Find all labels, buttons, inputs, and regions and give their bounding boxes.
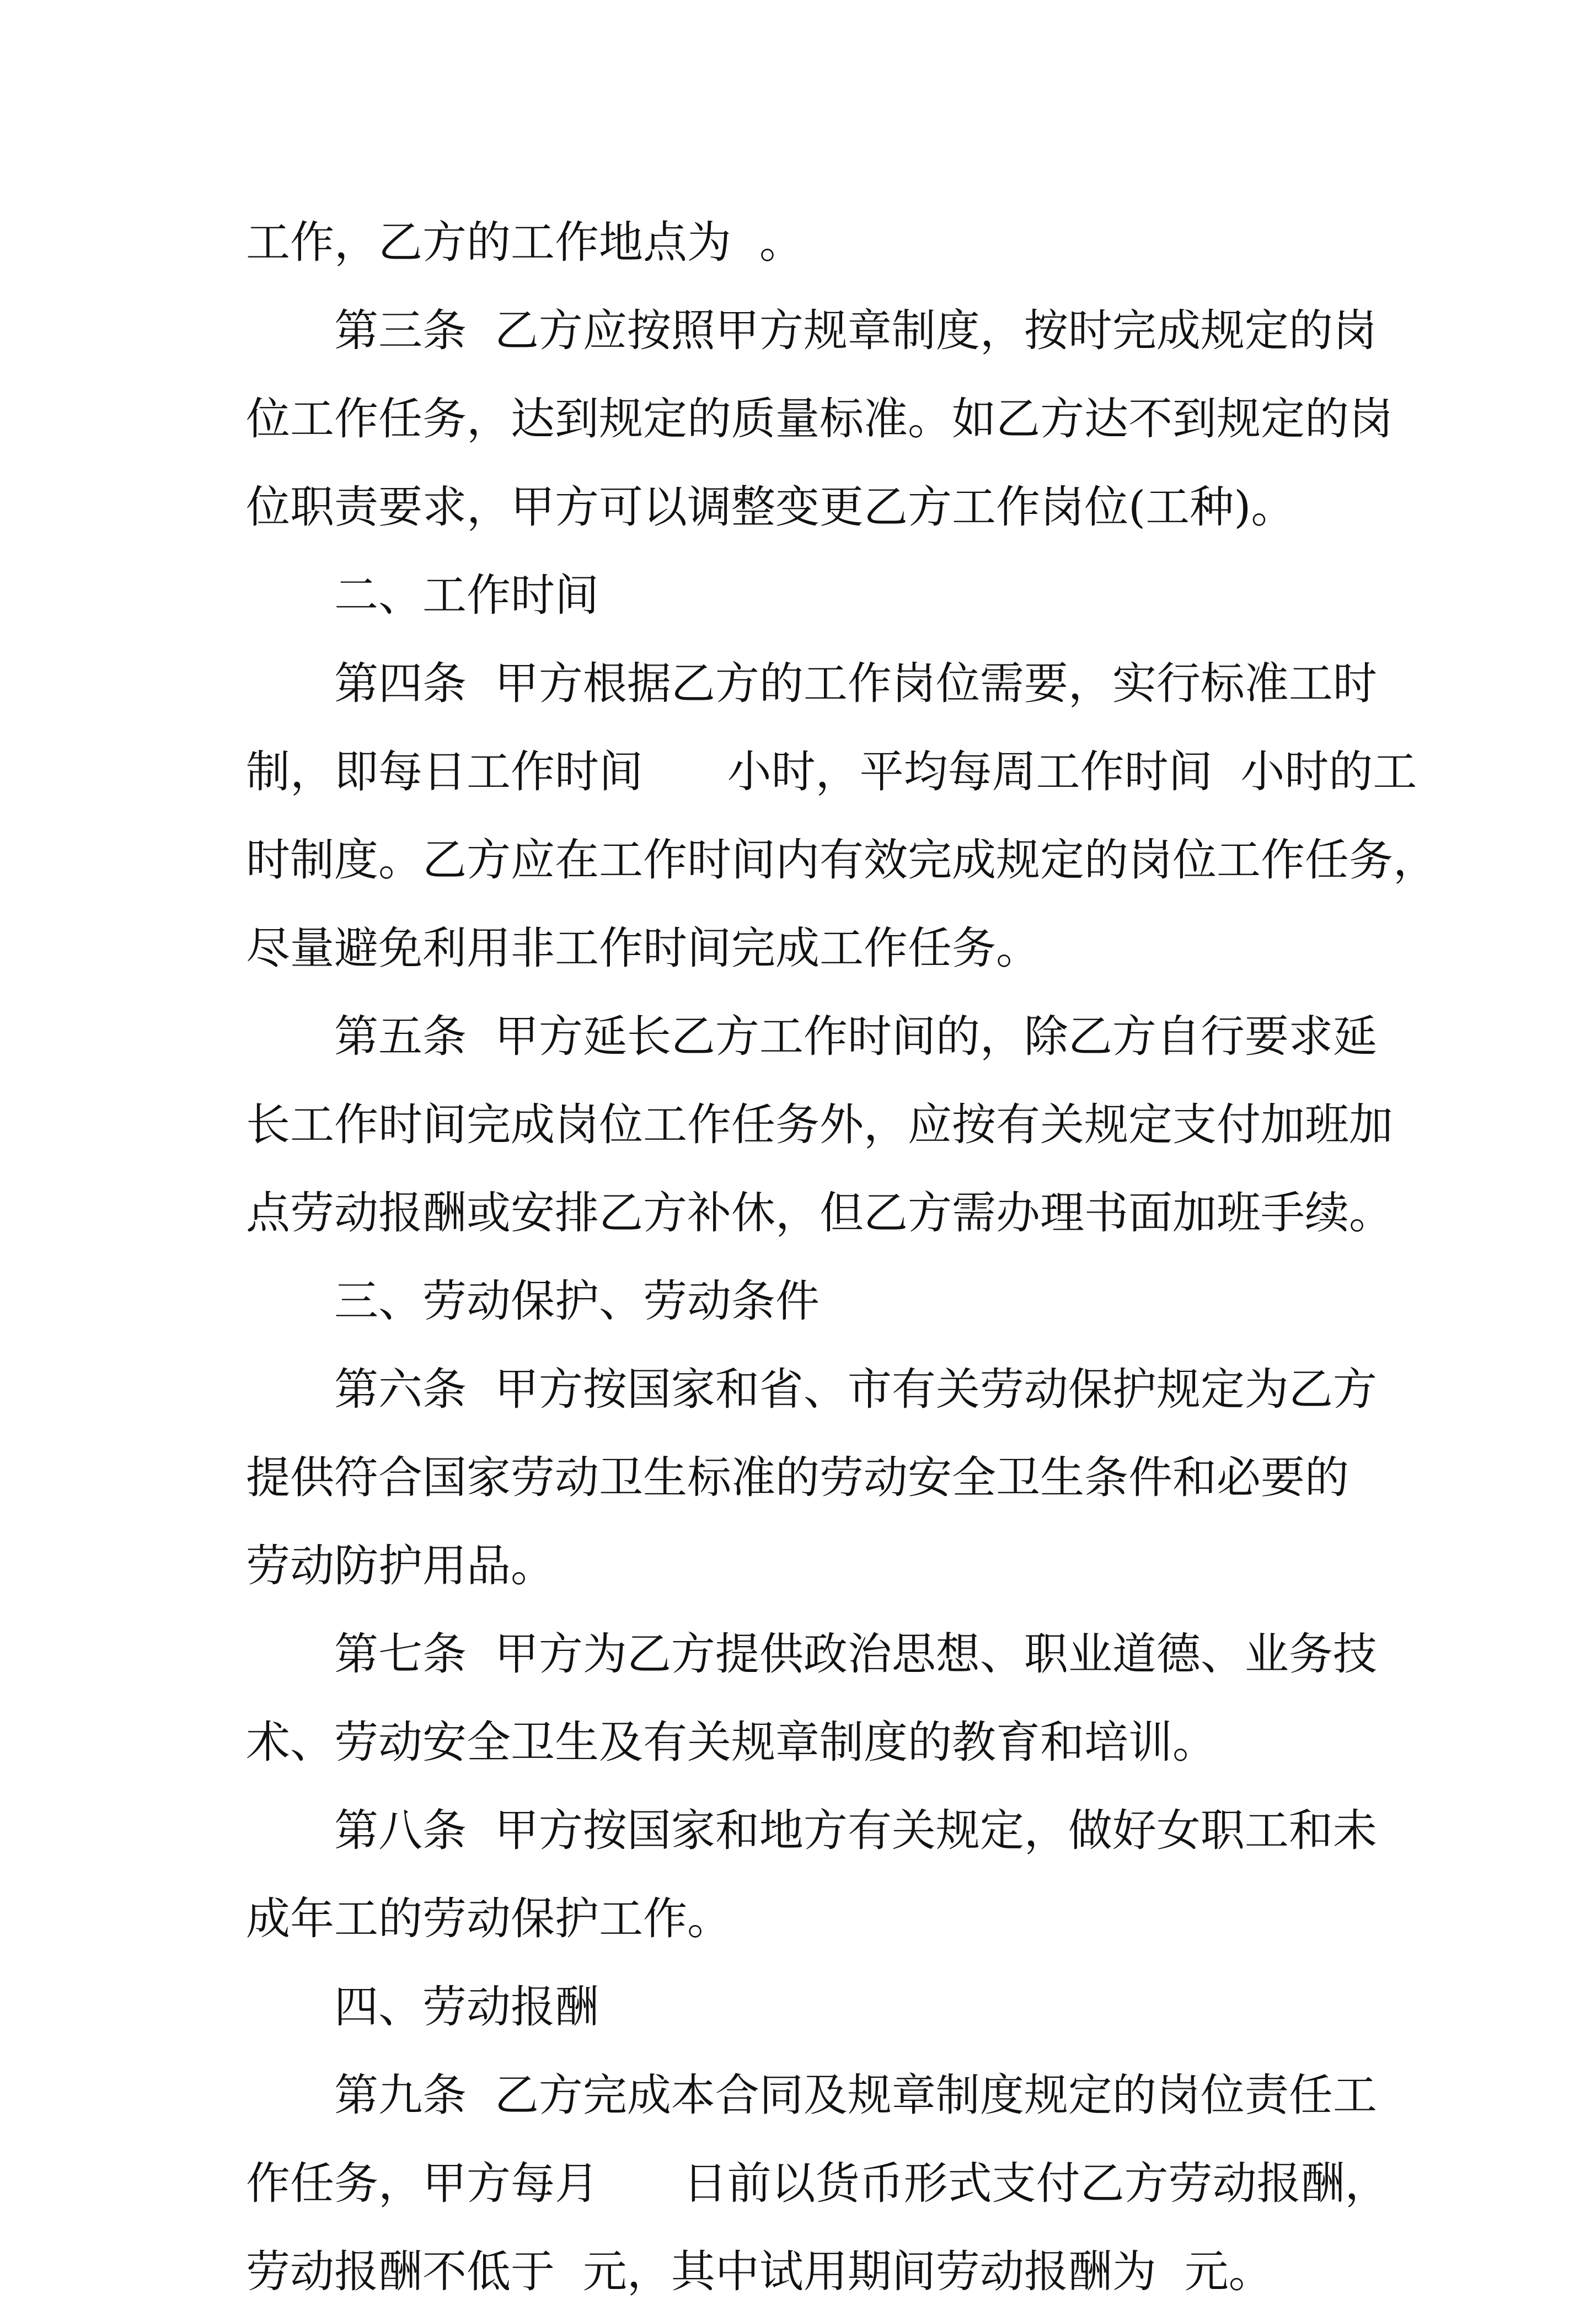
article-8-heading-line: 第八条 甲方按国家和地方有关规定，做好女职工和未 [334,1805,1377,1856]
article-3-heading-line: 第三条 乙方应按照甲方规章制度，按时完成规定的岗 [334,305,1377,356]
text-line: 位工作任务，达到规定的质量标准。如乙方达不到规定的岗 [246,393,1393,444]
text-line: 术、劳动安全卫生及有关规章制度的教育和培训。 [246,1717,1217,1768]
article-6-heading-line: 第六条 甲方按国家和省、市有关劳动保护规定为乙方 [334,1364,1377,1415]
text-line: 制，即每日工作时间 小时，平均每周工作时间 小时的工 [246,746,1417,797]
article-4-heading-line: 第四条 甲方根据乙方的工作岗位需要，实行标准工时 [334,658,1377,709]
text-line: 提供符合国家劳动卫生标准的劳动安全卫生条件和必要的 [246,1452,1349,1503]
text-line: 工作，乙方的工作地点为 。 [246,217,804,268]
text-line: 劳动报酬不低于 元，其中试用期间劳动报酬为 元。 [246,2246,1273,2297]
article-5-heading-line: 第五条 甲方延长乙方工作时间的，除乙方自行要求延 [334,1011,1377,1062]
text-line: 作任务，甲方每月 日前以货币形式支付乙方劳动报酬， [246,2158,1389,2209]
article-7-heading-line: 第七条 甲方为乙方提供政治思想、职业道德、业务技 [334,1628,1377,1680]
text-line: 劳动防护用品。 [246,1540,555,1591]
text-line: 点劳动报酬或安排乙方补休，但乙方需办理书面加班手续。 [246,1187,1393,1239]
section-heading-work-time: 二、工作时间 [334,570,599,621]
section-heading-labor-protection: 三、劳动保护、劳动条件 [334,1275,820,1327]
document-body [246,199,1437,2316]
article-9-heading-line: 第九条 乙方完成本合同及规章制度规定的岗位责任工 [334,2070,1377,2121]
text-line: 时制度。乙方应在工作时间内有效完成规定的岗位工作任务， [246,834,1437,886]
text-line: 成年工的劳动保护工作。 [246,1893,731,1944]
text-line: 尽量避免利用非工作时间完成工作任务。 [246,923,1040,974]
section-heading-remuneration: 四、劳动报酬 [334,1981,599,2033]
text-line: 位职责要求，甲方可以调整变更乙方工作岗位(工种)。 [246,481,1295,533]
text-line: 长工作时间完成岗位工作任务外，应按有关规定支付加班加 [246,1099,1393,1150]
